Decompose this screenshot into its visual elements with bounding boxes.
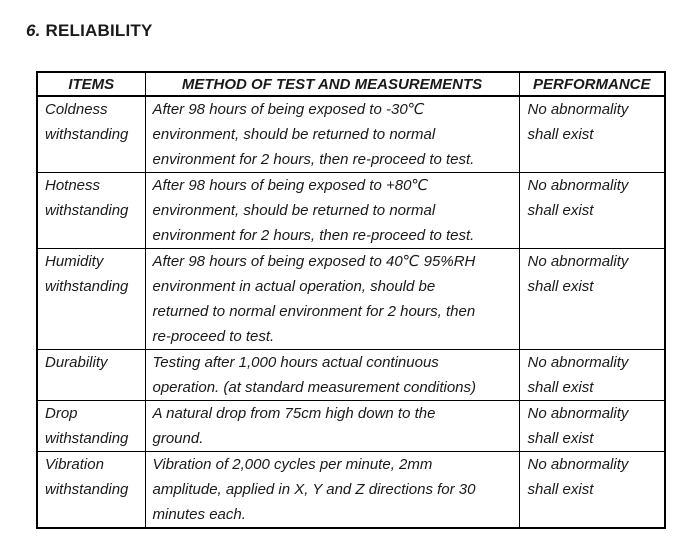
item-cell: Hotness withstanding bbox=[37, 173, 145, 249]
performance-cell: No abnormality shall exist bbox=[519, 452, 665, 529]
method-cell: A natural drop from 75cm high down to the ground. bbox=[145, 401, 519, 452]
item-cell: Durability bbox=[37, 350, 145, 401]
header-items: ITEMS bbox=[37, 72, 145, 96]
method-cell: After 98 hours of being exposed to 40℃ 95%RH environment in actual operation, should be returned to normal environment for 2 hours, then re-proceed to test. bbox=[145, 249, 519, 350]
section-title: RELIABILITY bbox=[45, 21, 153, 40]
section-heading bbox=[26, 21, 153, 41]
section-number: 6. bbox=[26, 21, 41, 40]
reliability-table bbox=[36, 71, 666, 529]
method-cell: Testing after 1,000 hours actual continuous operation. (at standard measurement conditions) bbox=[145, 350, 519, 401]
method-cell: After 98 hours of being exposed to -30℃ environment, should be returned to normal environment for 2 hours, then re-proceed to test. bbox=[145, 96, 519, 173]
performance-cell: No abnormality shall exist bbox=[519, 401, 665, 452]
method-cell: Vibration of 2,000 cycles per minute, 2mm amplitude, applied in X, Y and Z directions for 30 minutes each. bbox=[145, 452, 519, 529]
header-performance: PERFORMANCE bbox=[519, 72, 665, 96]
performance-cell: No abnormality shall exist bbox=[519, 96, 665, 173]
table-row bbox=[37, 452, 665, 529]
item-cell: Coldness withstanding bbox=[37, 96, 145, 173]
table-row bbox=[37, 173, 665, 249]
method-cell: After 98 hours of being exposed to +80℃ environment, should be returned to normal environment for 2 hours, then re-proceed to test. bbox=[145, 173, 519, 249]
table-header-row bbox=[37, 72, 665, 96]
table-row bbox=[37, 96, 665, 173]
table-row bbox=[37, 350, 665, 401]
performance-cell: No abnormality shall exist bbox=[519, 173, 665, 249]
table-row bbox=[37, 249, 665, 350]
performance-cell: No abnormality shall exist bbox=[519, 249, 665, 350]
item-cell: Humidity withstanding bbox=[37, 249, 145, 350]
performance-cell: No abnormality shall exist bbox=[519, 350, 665, 401]
item-cell: Drop withstanding bbox=[37, 401, 145, 452]
item-cell: Vibration withstanding bbox=[37, 452, 145, 529]
header-method: METHOD OF TEST AND MEASUREMENTS bbox=[145, 72, 519, 96]
table-row bbox=[37, 401, 665, 452]
